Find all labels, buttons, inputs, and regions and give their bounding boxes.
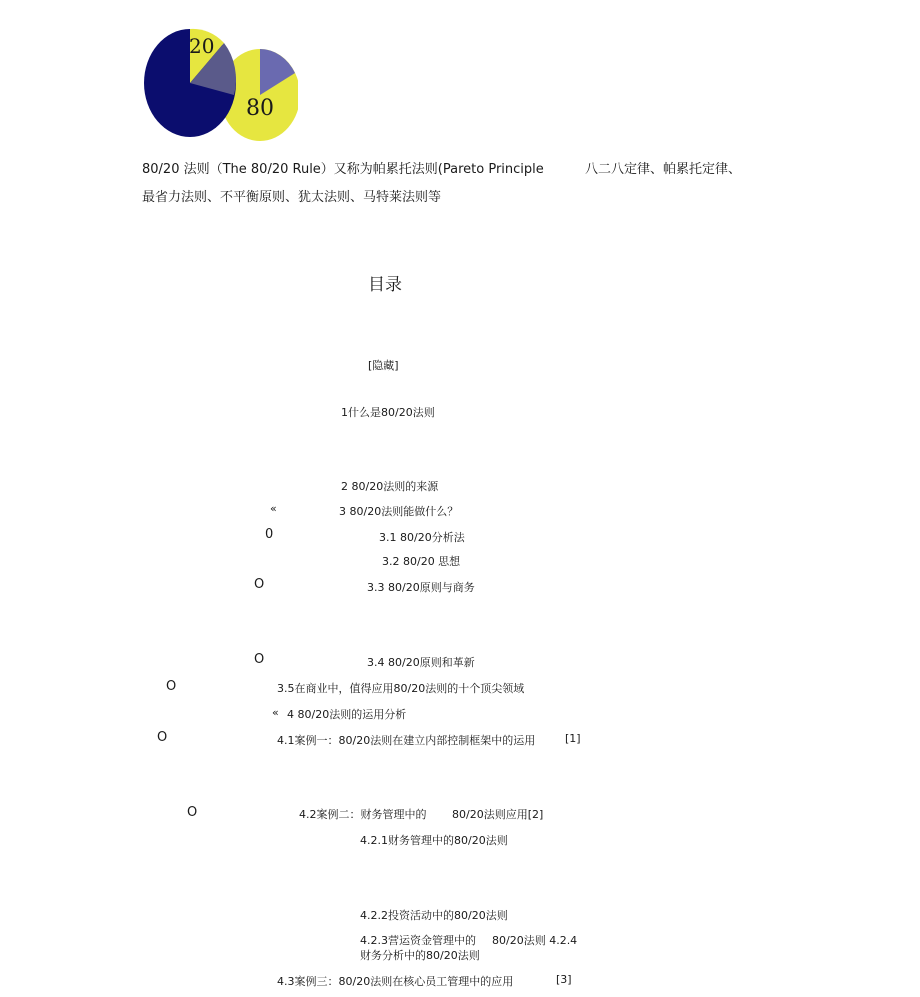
toc-item[interactable]: 4.2.2投资活动中的80/20法则 [360, 909, 508, 922]
toc-item[interactable]: 3.3 80/20原则与商务 [367, 581, 475, 594]
toc-item[interactable]: 3.5在商业中，值得应用80/20法则的十个顶尖领域 [277, 682, 525, 695]
toc-item-tail[interactable]: 80/20法则应用[2] [452, 808, 544, 821]
bullet-mark: 0 [265, 527, 274, 542]
toc-item-continuation[interactable]: 财务分析中的80/20法则 [360, 949, 480, 962]
toc-item[interactable]: 4.2案例二：财务管理中的 [299, 808, 427, 821]
toc-item[interactable]: 3 80/20法则能做什么？ [339, 505, 459, 518]
pareto-logo [142, 25, 298, 147]
toc-item[interactable]: 2 80/20法则的来源 [341, 480, 439, 493]
toc-hide-link[interactable]: [隐藏] [368, 359, 399, 372]
toc-item[interactable]: 3.1 80/20分析法 [379, 531, 465, 544]
toc-item[interactable]: 4.3案例三：80/20法则在核心员工管理中的应用 [277, 975, 514, 988]
bullet-mark: « [270, 502, 277, 515]
bullet-mark: O [254, 577, 265, 592]
toc-title: 目录 [368, 275, 402, 295]
toc-item[interactable]: 4 80/20法则的运用分析 [287, 708, 407, 721]
intro-line-1-tail: 八二八定律、帕累托定律、 [585, 162, 742, 177]
toc-item[interactable]: 3.4 80/20原则和革新 [367, 656, 475, 669]
bullet-mark: O [254, 652, 265, 667]
toc-item-tail[interactable]: 80/20法则 4.2.4 [492, 934, 578, 947]
logo-label-20: 20 [189, 34, 215, 58]
bullet-mark: « [272, 706, 279, 719]
toc-item[interactable]: 4.1案例一：80/20法则在建立内部控制框架中的运用 [277, 734, 536, 747]
toc-item[interactable]: 1什么是80/20法则 [341, 406, 435, 419]
intro-line-2: 最省力法则、不平衡原则、犹太法则、马特莱法则等 [142, 190, 442, 205]
citation-ref[interactable]: [3] [556, 973, 572, 986]
logo-label-80: 80 [246, 96, 274, 121]
intro-line-1: 80/20 法则（The 80/20 Rule）又称为帕累托法则(Pareto Principle [142, 162, 544, 177]
toc-item[interactable]: 4.2.1财务管理中的80/20法则 [360, 834, 508, 847]
toc-item[interactable]: 4.2.3营运资金管理中的 [360, 934, 476, 947]
bullet-mark: O [157, 730, 168, 745]
toc-item[interactable]: 3.2 80/20 思想 [382, 555, 461, 568]
citation-ref[interactable]: [1] [565, 732, 581, 745]
bullet-mark: O [187, 805, 198, 820]
bullet-mark: O [166, 679, 177, 694]
